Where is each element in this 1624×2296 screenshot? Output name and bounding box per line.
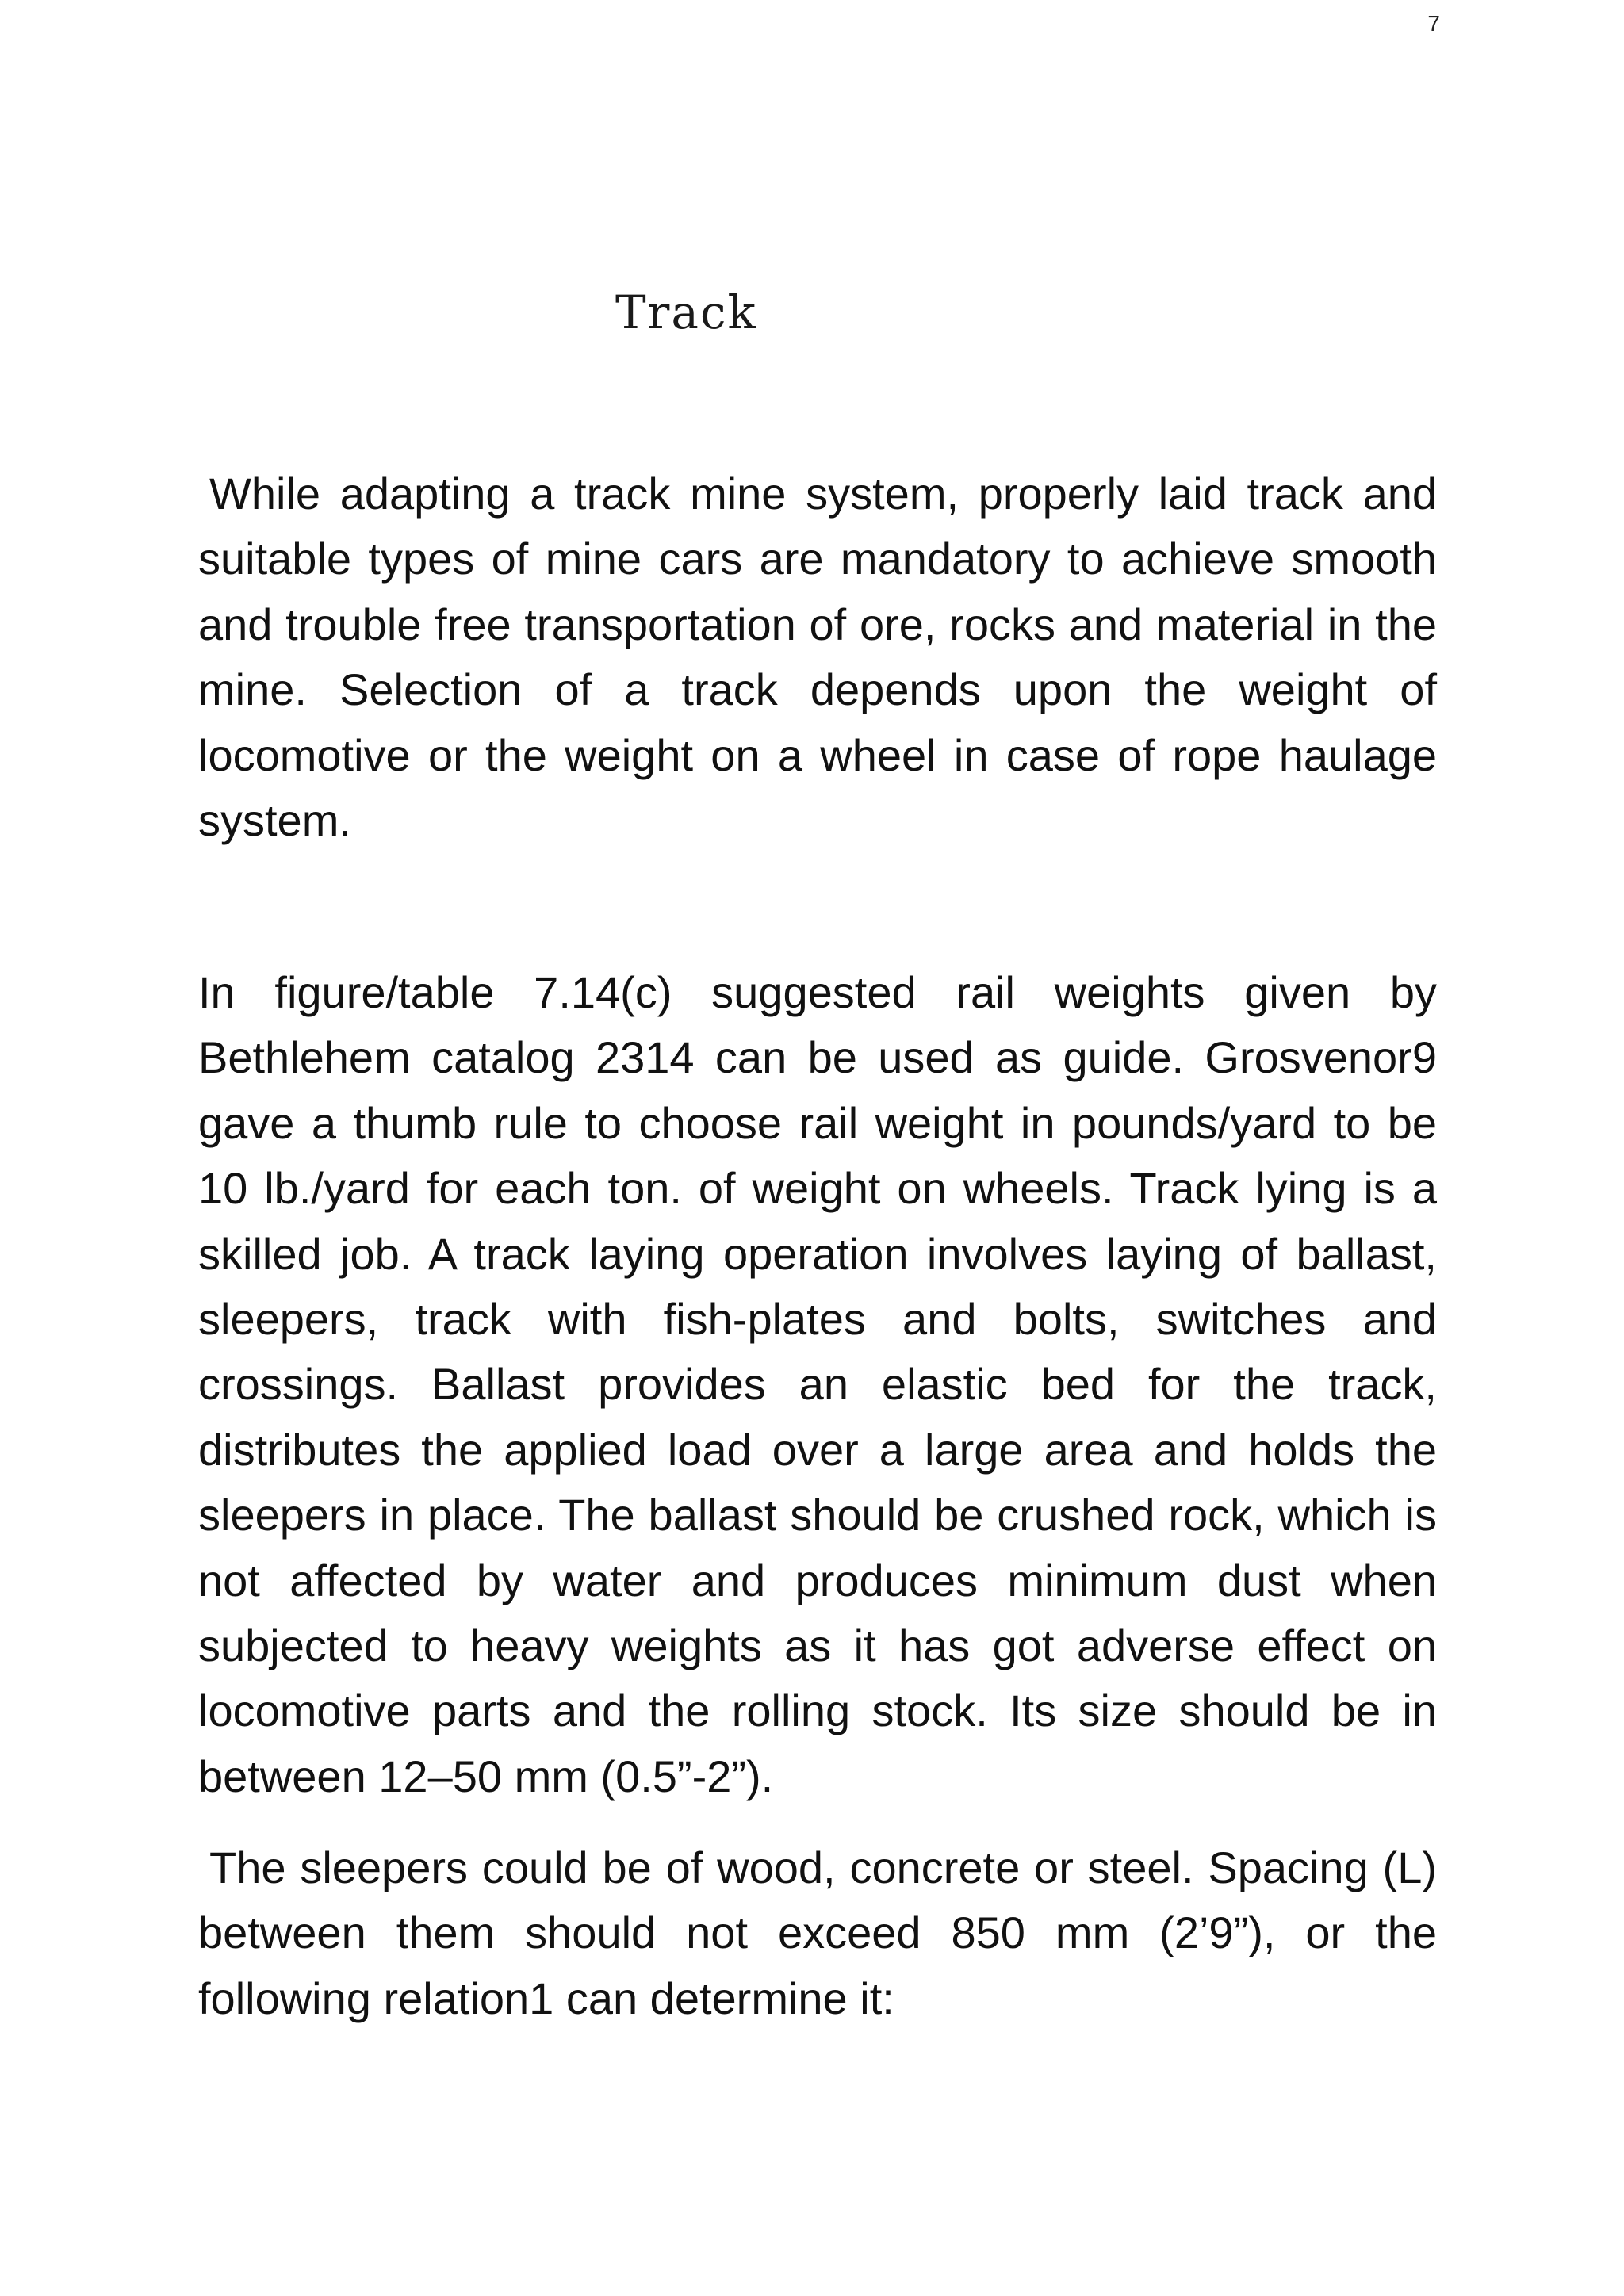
paragraph-rail-weights-ballast: In figure/table 7.14(c) suggested rail weights given by Bethlehem catalog 2314 can be used as guide. Grosvenor9 gave a thumb rule to choose rail weight in pounds/yard to be 10 lb./yard for each ton. of weight on wheels. Track lying is a skilled job. A track laying operation involves laying of ballast, sleepers, track with fish-plates and bolts, switches and crossings. Ballast provides an elastic bed for the track, distributes the applied load over a large area and holds the sleepers in place. The ballast should be crushed rock, which is not affected by water and produces minimum dust when subjected to heavy weights as it has got adverse effect on locomotive parts and the rolling stock. Its size should be in between 12–50 mm (0.5”-2”). [198,967,1437,1801]
page-title: Track [615,285,757,339]
page-number: 7 [1427,11,1440,36]
paragraph-track-system: While adapting a track mine system, properly laid track and suitable types of mine cars are mandatory to achieve smooth and trouble free transportation of ore, rocks and material in the mine. Selection of a track depends upon the weight of locomotive or the weight on a wheel in case of rope haulage system. [198,469,1437,846]
paragraph-sleepers: The sleepers could be of wood, concrete or steel. Spacing (L) between them should not exceed 850 mm (2’9”), or the following relation1 can determine it: [198,1843,1437,2023]
